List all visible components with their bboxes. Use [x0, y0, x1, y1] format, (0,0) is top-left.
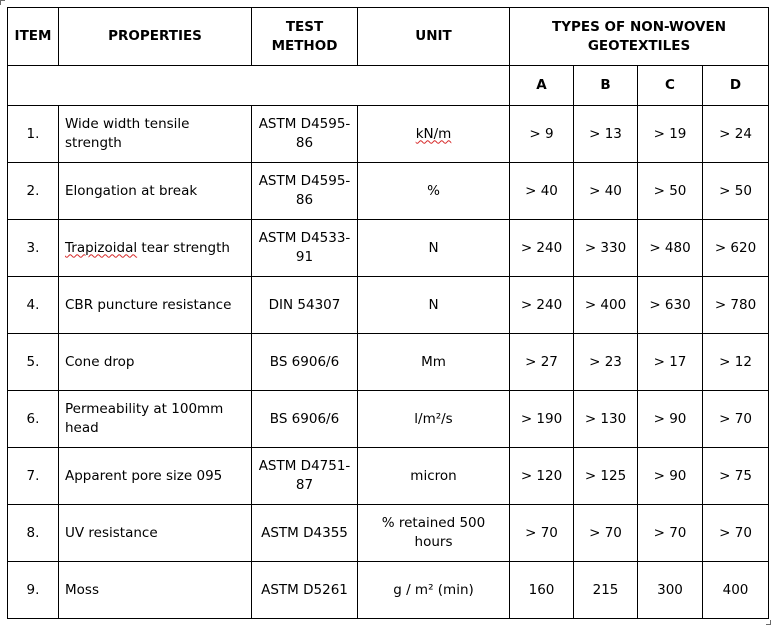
value-type-a: > 9 — [510, 106, 574, 163]
item-number: 4. — [8, 277, 59, 334]
value-type-d: > 75 — [703, 448, 769, 505]
header-test-method-text: TEST METHOD — [271, 18, 338, 54]
value-type-c: > 50 — [638, 163, 703, 220]
property-name: Wide width tensile strength — [59, 106, 252, 163]
unit — [358, 106, 510, 163]
value-type-c: 300 — [638, 562, 703, 619]
unit: % — [358, 163, 510, 220]
table-row — [8, 220, 769, 277]
unit: N — [358, 220, 510, 277]
value-type-b: > 40 — [574, 163, 638, 220]
value-type-b: > 130 — [574, 391, 638, 448]
item-number: 7. — [8, 448, 59, 505]
value-type-a: > 120 — [510, 448, 574, 505]
test-method: ASTM D4595-86 — [252, 106, 358, 163]
value-type-c: > 90 — [638, 391, 703, 448]
item-number: 3. — [8, 220, 59, 277]
header-type-d: D — [703, 66, 769, 106]
value-type-d: 400 — [703, 562, 769, 619]
value-type-a: > 190 — [510, 391, 574, 448]
value-type-d: > 50 — [703, 163, 769, 220]
value-type-d: > 780 — [703, 277, 769, 334]
value-type-b: > 23 — [574, 334, 638, 391]
table-row — [8, 163, 769, 220]
item-number: 6. — [8, 391, 59, 448]
item-number: 2. — [8, 163, 59, 220]
property-name: CBR puncture resistance — [59, 277, 252, 334]
unit: l/m²/s — [358, 391, 510, 448]
item-number: 8. — [8, 505, 59, 562]
value-type-b: > 400 — [574, 277, 638, 334]
test-method: ASTM D4751-87 — [252, 448, 358, 505]
test-method: BS 6906/6 — [252, 334, 358, 391]
header-types-group — [510, 8, 769, 66]
geotextile-specification-table — [7, 7, 769, 619]
value-type-a: > 40 — [510, 163, 574, 220]
test-method: DIN 54307 — [252, 277, 358, 334]
value-type-c: > 17 — [638, 334, 703, 391]
unit: N — [358, 277, 510, 334]
unit: g / m² (min) — [358, 562, 510, 619]
property-name — [59, 220, 252, 277]
misspelled-word: Trapizoidal — [65, 239, 138, 256]
header-properties: PROPERTIES — [59, 8, 252, 66]
value-type-b: > 125 — [574, 448, 638, 505]
value-type-b: 215 — [574, 562, 638, 619]
value-type-c: > 19 — [638, 106, 703, 163]
unit-text: kN/m — [415, 125, 452, 142]
item-number: 9. — [8, 562, 59, 619]
document-corner-mark — [0, 0, 5, 5]
value-type-d: > 12 — [703, 334, 769, 391]
document-corner-mark-bottom — [766, 620, 771, 625]
value-type-c: > 480 — [638, 220, 703, 277]
unit: micron — [358, 448, 510, 505]
property-name: Permeability at 100mm head — [59, 391, 252, 448]
item-number: 5. — [8, 334, 59, 391]
value-type-a: > 240 — [510, 220, 574, 277]
property-name: Elongation at break — [59, 163, 252, 220]
table-row — [8, 106, 769, 163]
value-type-c: > 630 — [638, 277, 703, 334]
header-types-group-text: TYPES OF NON-WOVEN GEOTEXTILES — [552, 18, 726, 54]
type-subheader-row — [8, 66, 769, 106]
table-row — [8, 448, 769, 505]
value-type-d: > 70 — [703, 391, 769, 448]
value-type-d: > 24 — [703, 106, 769, 163]
table-row — [8, 334, 769, 391]
table-row — [8, 277, 769, 334]
value-type-d: > 620 — [703, 220, 769, 277]
header-type-b: B — [574, 66, 638, 106]
value-type-b: > 13 — [574, 106, 638, 163]
test-method: ASTM D4533-91 — [252, 220, 358, 277]
property-name: UV resistance — [59, 505, 252, 562]
value-type-b: > 70 — [574, 505, 638, 562]
value-type-a: > 27 — [510, 334, 574, 391]
value-type-c: > 90 — [638, 448, 703, 505]
property-name: Apparent pore size 095 — [59, 448, 252, 505]
test-method: ASTM D4595-86 — [252, 163, 358, 220]
table-row — [8, 505, 769, 562]
test-method: BS 6906/6 — [252, 391, 358, 448]
header-type-c: C — [638, 66, 703, 106]
value-type-d: > 70 — [703, 505, 769, 562]
value-type-a: 160 — [510, 562, 574, 619]
value-type-a: > 70 — [510, 505, 574, 562]
value-type-c: > 70 — [638, 505, 703, 562]
item-number: 1. — [8, 106, 59, 163]
value-type-a: > 240 — [510, 277, 574, 334]
test-method: ASTM D5261 — [252, 562, 358, 619]
blank-subheader-cell — [8, 66, 510, 106]
property-name-text: Trapizoidal tear strength — [65, 239, 230, 256]
property-name: Moss — [59, 562, 252, 619]
test-method: ASTM D4355 — [252, 505, 358, 562]
header-item: ITEM — [8, 8, 59, 66]
value-type-b: > 330 — [574, 220, 638, 277]
property-name: Cone drop — [59, 334, 252, 391]
table-row — [8, 391, 769, 448]
unit: % retained 500 hours — [358, 505, 510, 562]
header-type-a: A — [510, 66, 574, 106]
unit: Mm — [358, 334, 510, 391]
header-row — [8, 8, 769, 66]
table-row — [8, 562, 769, 619]
header-unit: UNIT — [358, 8, 510, 66]
header-test-method — [252, 8, 358, 66]
